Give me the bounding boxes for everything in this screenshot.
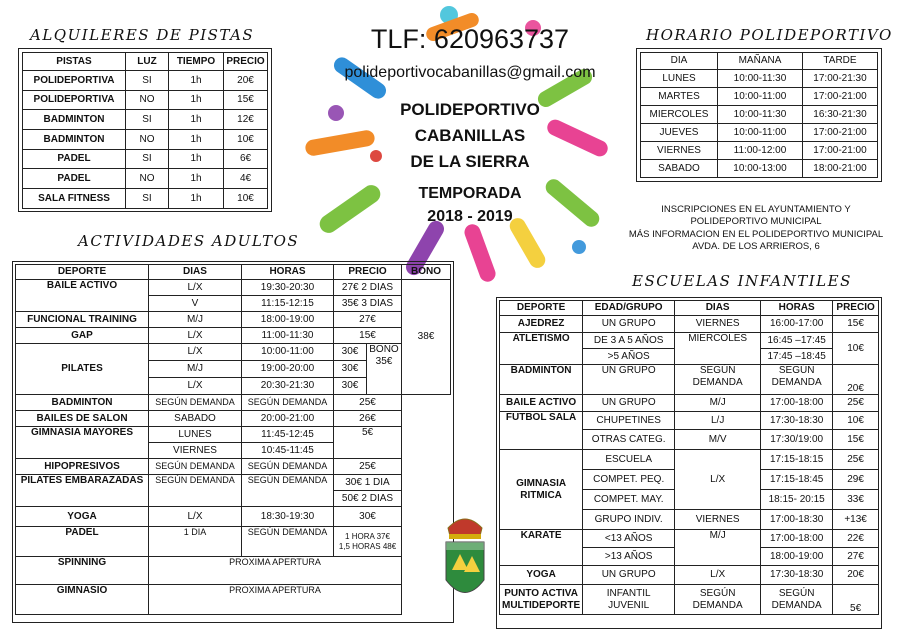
cell: 1h <box>169 169 224 189</box>
cell: 10€ <box>833 333 879 365</box>
cell: 10:00-11:30 <box>718 70 803 88</box>
cell: L/X <box>149 280 242 296</box>
alquileres-table-frame <box>18 48 272 212</box>
cell: BAILES DE SALON <box>16 411 149 427</box>
cell: 30€ <box>334 361 367 378</box>
cell <box>761 585 833 615</box>
cell: SEGÚN DEMANDA <box>149 395 242 411</box>
cell: 1h <box>169 149 224 169</box>
col-header: LUZ <box>126 53 169 71</box>
cell: >13 AÑOS <box>583 548 675 566</box>
cell: POLIDEPORTIVA <box>23 90 126 110</box>
cell: >5 AÑOS <box>583 349 675 365</box>
escuelas-table-frame <box>496 297 882 629</box>
col-header: EDAD/GRUPO <box>583 301 675 316</box>
center-name-line-1: POLIDEPORTIVO <box>400 100 540 119</box>
adultos-table-frame <box>12 261 454 623</box>
cell: 10€ <box>833 412 879 430</box>
cell: L/X <box>149 328 242 344</box>
info-line: AVDA. DE LOS ARRIEROS, 6 <box>692 241 820 253</box>
col-header: TIEMPO <box>169 53 224 71</box>
pilates-bono-label: BONO <box>369 344 399 355</box>
cell: M/J <box>675 530 761 566</box>
cell: 4€ <box>224 169 268 189</box>
cell: BADMINTON <box>16 395 149 411</box>
cell: 17:00-18:00 <box>761 530 833 548</box>
cell: HIPOPRESIVOS <box>16 459 149 475</box>
cell: AJEDREZ <box>500 316 583 333</box>
cell <box>334 527 402 557</box>
cell: CHUPETINES <box>583 412 675 430</box>
cell: 16:00-17:00 <box>761 316 833 333</box>
table-row <box>23 110 268 130</box>
punto-dias-2: DEMANDA <box>692 599 743 611</box>
info-line: MÁS INFORMACION EN EL POLIDEPORTIVO MUNICIPAL <box>628 228 884 240</box>
cell: 1h <box>169 71 224 91</box>
alquileres-table <box>22 52 268 209</box>
cell: MARTES <box>641 88 718 106</box>
cell: SI <box>126 149 169 169</box>
cell: 25€ <box>334 395 402 411</box>
cell: KARATE <box>500 530 583 566</box>
cell: VIERNES <box>675 510 761 530</box>
info-line: INSCRIPCIONES EN EL AYUNTAMIENTO Y <box>661 204 851 215</box>
cell: GAP <box>16 328 149 344</box>
cell: 1h <box>169 130 224 150</box>
cell: 18:00-19:00 <box>761 548 833 566</box>
cell: SI <box>126 189 169 209</box>
cell: GIMNASIA MAYORES <box>16 427 149 459</box>
col-header: PISTAS <box>23 53 126 71</box>
cell: 11:00-12:00 <box>718 142 803 160</box>
cell: 1h <box>169 90 224 110</box>
cell: LUNES <box>641 70 718 88</box>
info-block <box>612 204 900 253</box>
table-row <box>23 189 268 209</box>
cell: V <box>149 296 242 312</box>
cell: VIERNES <box>675 316 761 333</box>
table-row <box>23 71 268 91</box>
cell: SEGÚN DEMANDA <box>675 365 761 395</box>
cell: 18:00-21:00 <box>803 160 878 178</box>
cell: 30€ <box>334 507 402 527</box>
cell: 17:30/19:00 <box>761 430 833 450</box>
cell: 5€ <box>833 585 879 615</box>
table-row <box>641 88 878 106</box>
cell: PILATES EMBARAZADAS <box>16 475 149 507</box>
table-row <box>641 142 878 160</box>
cell: L/X <box>149 378 242 395</box>
table-row <box>23 149 268 169</box>
adultos-table <box>15 264 451 615</box>
cell: L/X <box>149 507 242 527</box>
cell: 10€ <box>224 189 268 209</box>
cell: SEGÚN DEMANDA <box>149 475 242 507</box>
table-row <box>16 411 451 427</box>
cell: ATLETISMO <box>500 333 583 365</box>
cell: 5€ <box>334 427 402 459</box>
cell: 19:00-20:00 <box>242 361 334 378</box>
table-row <box>500 530 879 548</box>
cell: M/J <box>149 361 242 378</box>
cell: PADEL <box>23 149 126 169</box>
padel-price-2: 1,5 HORAS 48€ <box>338 541 397 551</box>
cell: 18:30-19:30 <box>242 507 334 527</box>
cell: 27€ 2 DIAS <box>334 280 402 296</box>
col-header: BONO <box>402 265 451 280</box>
cell: SABADO <box>641 160 718 178</box>
cell: 16:45 –17:45 <box>761 333 833 349</box>
cell: 25€ <box>833 450 879 470</box>
cell: 27€ <box>833 548 879 566</box>
cell: 15€ <box>224 90 268 110</box>
cell: 10:00-13:00 <box>718 160 803 178</box>
cell: 29€ <box>833 470 879 490</box>
cell: BAILE ACTIVO <box>16 280 149 312</box>
cell: 17:00-21:30 <box>803 70 878 88</box>
cell: 1h <box>169 189 224 209</box>
cell: GIMNASIA RITMICA <box>500 450 583 530</box>
pilates-bono-price: 35€ <box>375 355 393 367</box>
cell: FUNCIONAL TRAINING <box>16 312 149 328</box>
cell: 17:00-21:00 <box>803 88 878 106</box>
col-header: TARDE <box>803 53 878 70</box>
cell: SEGÚN DEMANDA <box>242 395 334 411</box>
cell: 15€ <box>833 316 879 333</box>
cell: SI <box>126 110 169 130</box>
cell: 33€ <box>833 490 879 510</box>
alquileres-title: ALQUILERES DE PISTAS <box>30 26 255 44</box>
cell: YOGA <box>16 507 149 527</box>
punto-group-2: JUVENIL <box>608 599 650 611</box>
cell: VIERNES <box>149 443 242 459</box>
punto-name-1: PUNTO ACTIVA <box>504 588 578 599</box>
cell: L/X <box>149 344 242 361</box>
cell: 20:00-21:00 <box>242 411 334 427</box>
cell: 11:00-11:30 <box>242 328 334 344</box>
cell: 20€ <box>224 71 268 91</box>
table-row <box>16 459 451 475</box>
bono-cell: 38€ <box>402 280 451 395</box>
table-row <box>500 395 879 412</box>
col-header: DIAS <box>675 301 761 316</box>
cell: PROXIMA APERTURA <box>149 557 402 585</box>
cell: MIERCOLES <box>675 333 761 365</box>
coat-of-arms-icon <box>440 510 490 625</box>
cell: <13 AÑOS <box>583 530 675 548</box>
cell: 22€ <box>833 530 879 548</box>
pilates-bono-cell <box>367 344 402 395</box>
cell: SEGÚN DEMANDA <box>242 527 334 557</box>
punto-horas-1: SEGÚN <box>778 588 815 599</box>
cell: FUTBOL SALA <box>500 412 583 450</box>
cell: 20:30-21:30 <box>242 378 334 395</box>
horario-title: HORARIO POLIDEPORTIVO <box>646 26 893 44</box>
cell: SI <box>126 71 169 91</box>
cell: 19:30-20:30 <box>242 280 334 296</box>
cell: 16:30-21:30 <box>803 106 878 124</box>
cell: 1 DIA <box>149 527 242 557</box>
cell: 10:45-11:45 <box>242 443 334 459</box>
cell: PADEL <box>23 169 126 189</box>
cell: L/X <box>675 450 761 510</box>
season-label: TEMPORADA <box>418 185 522 202</box>
table-row <box>500 365 879 395</box>
cell: 11:45-12:45 <box>242 427 334 443</box>
adultos-title: ACTIVIDADES ADULTOS <box>78 232 300 250</box>
cell: NO <box>126 130 169 150</box>
col-header: DEPORTE <box>500 301 583 316</box>
table-row <box>500 566 879 585</box>
escuelas-title: ESCUELAS INFANTILES <box>632 272 852 290</box>
col-header: HORAS <box>242 265 334 280</box>
table-row <box>16 585 451 615</box>
figure-head-icon <box>328 105 344 121</box>
cell: 10€ <box>224 130 268 150</box>
cell <box>500 585 583 615</box>
cell <box>675 585 761 615</box>
cell: 18:15- 20:15 <box>761 490 833 510</box>
cell: SEGÚN DEMANDA <box>242 459 334 475</box>
cell: 1h <box>169 110 224 130</box>
cell: M/J <box>149 312 242 328</box>
horario-table <box>640 52 878 178</box>
cell: SPINNING <box>16 557 149 585</box>
cell: 18:00-19:00 <box>242 312 334 328</box>
cell: 17:00-18:30 <box>761 510 833 530</box>
cell: SEGÚN DEMANDA <box>761 365 833 395</box>
table-row <box>500 333 879 349</box>
cell: GRUPO INDIV. <box>583 510 675 530</box>
cell: 11:15-12:15 <box>242 296 334 312</box>
cell: 30€ <box>334 344 367 361</box>
cell: SALA FITNESS <box>23 189 126 209</box>
cell: 10:00-11:00 <box>242 344 334 361</box>
cell: 26€ <box>334 411 402 427</box>
table-row <box>16 344 451 361</box>
table-row <box>500 316 879 333</box>
cell: 17:00-18:00 <box>761 395 833 412</box>
figure-limb-icon <box>462 222 498 284</box>
padel-price-1: 1 HORA 37€ <box>345 532 390 542</box>
cell: POLIDEPORTIVA <box>23 71 126 91</box>
cell: BADMINTON <box>500 365 583 395</box>
cell: 20€ <box>833 365 879 395</box>
col-header: PRECIO <box>224 53 268 71</box>
cell: BAILE ACTIVO <box>500 395 583 412</box>
table-row <box>500 585 879 615</box>
cell: PILATES <box>16 344 149 395</box>
cell: BADMINTON <box>23 110 126 130</box>
cell: MIERCOLES <box>641 106 718 124</box>
table-row <box>641 160 878 178</box>
cell: 17:15-18:45 <box>761 470 833 490</box>
table-row <box>16 395 451 411</box>
cell: L/J <box>675 412 761 430</box>
cell: SABADO <box>149 411 242 427</box>
table-row <box>641 106 878 124</box>
center-name-line-2: CABANILLAS <box>414 126 526 145</box>
cell: M/J <box>675 395 761 412</box>
season-years: 2018 - 2019 <box>427 208 513 225</box>
col-header: DIA <box>641 53 718 70</box>
cell: 30€ 1 DIA <box>334 475 402 491</box>
table-row <box>16 557 451 585</box>
cell: COMPET. MAY. <box>583 490 675 510</box>
table-row <box>500 412 879 430</box>
cell: 15€ <box>833 430 879 450</box>
cell: SEGÚN DEMANDA <box>149 459 242 475</box>
cell: UN GRUPO <box>583 316 675 333</box>
figure-head-icon <box>572 240 586 254</box>
cell: 17:30-18:30 <box>761 412 833 430</box>
cell: 17:45 –18:45 <box>761 349 833 365</box>
cell: 30€ <box>334 378 367 395</box>
table-row <box>16 527 451 557</box>
table-row <box>16 312 451 328</box>
cell: COMPET. PEQ. <box>583 470 675 490</box>
cell: NO <box>126 90 169 110</box>
table-row <box>641 70 878 88</box>
phone-number: TLF: 620963737 <box>370 24 570 54</box>
punto-dias-1: SEGÚN <box>699 588 736 599</box>
cell: GIMNASIO <box>16 585 149 615</box>
table-row <box>16 280 451 296</box>
cell: 35€ 3 DIAS <box>334 296 402 312</box>
cell: 17:00-21:00 <box>803 124 878 142</box>
email-address: polideportivocabanillas@gmail.com <box>344 64 596 81</box>
col-header: PRECIO <box>833 301 879 316</box>
cell: 10:00-11:00 <box>718 88 803 106</box>
cell: 15€ <box>334 328 402 344</box>
cell: UN GRUPO <box>583 365 675 395</box>
cell: BADMINTON <box>23 130 126 150</box>
cell: L/X <box>675 566 761 585</box>
cell <box>583 585 675 615</box>
table-row <box>23 169 268 189</box>
cell: NO <box>126 169 169 189</box>
cell: 6€ <box>224 149 268 169</box>
cell: M/V <box>675 430 761 450</box>
cell: 10:00-11:30 <box>718 106 803 124</box>
table-row <box>16 475 451 491</box>
cell: UN GRUPO <box>583 566 675 585</box>
cell: 17:30-18:30 <box>761 566 833 585</box>
info-line: POLIDEPORTIVO MUNICIPAL <box>690 216 822 228</box>
escuelas-table <box>499 300 879 615</box>
cell: SEGÚN DEMANDA <box>242 475 334 507</box>
cell: ESCUELA <box>583 450 675 470</box>
cell: 17:00-21:00 <box>803 142 878 160</box>
cell: JUEVES <box>641 124 718 142</box>
cell: 25€ <box>833 395 879 412</box>
cell: 10:00-11:00 <box>718 124 803 142</box>
cell: 17:15-18:15 <box>761 450 833 470</box>
cell: 27€ <box>334 312 402 328</box>
cell: YOGA <box>500 566 583 585</box>
cell: PADEL <box>16 527 149 557</box>
table-row <box>23 130 268 150</box>
punto-name-2: MULTIDEPORTE <box>502 599 581 611</box>
cell: DE 3 A 5 AÑOS <box>583 333 675 349</box>
table-row <box>16 507 451 527</box>
cell: LUNES <box>149 427 242 443</box>
punto-group-1: INFANTIL <box>606 588 651 599</box>
cell: 20€ <box>833 566 879 585</box>
cell: 25€ <box>334 459 402 475</box>
col-header: DIAS <box>149 265 242 280</box>
cell: VIERNES <box>641 142 718 160</box>
cell: UN GRUPO <box>583 395 675 412</box>
punto-horas-2: DEMANDA <box>771 599 822 611</box>
cell: 12€ <box>224 110 268 130</box>
col-header: HORAS <box>761 301 833 316</box>
col-header: PRECIO <box>334 265 402 280</box>
cell: PROXIMA APERTURA <box>149 585 402 615</box>
center-name-line-3: DE LA SIERRA <box>410 152 530 171</box>
table-row <box>16 427 451 443</box>
col-header: MAÑANA <box>718 53 803 70</box>
cell: +13€ <box>833 510 879 530</box>
col-header: DEPORTE <box>16 265 149 280</box>
cell: 50€ 2 DIAS <box>334 491 402 507</box>
horario-table-frame <box>636 48 882 182</box>
cell: OTRAS CATEG. <box>583 430 675 450</box>
table-row <box>16 328 451 344</box>
table-row <box>641 124 878 142</box>
table-row <box>500 450 879 470</box>
table-row <box>23 90 268 110</box>
